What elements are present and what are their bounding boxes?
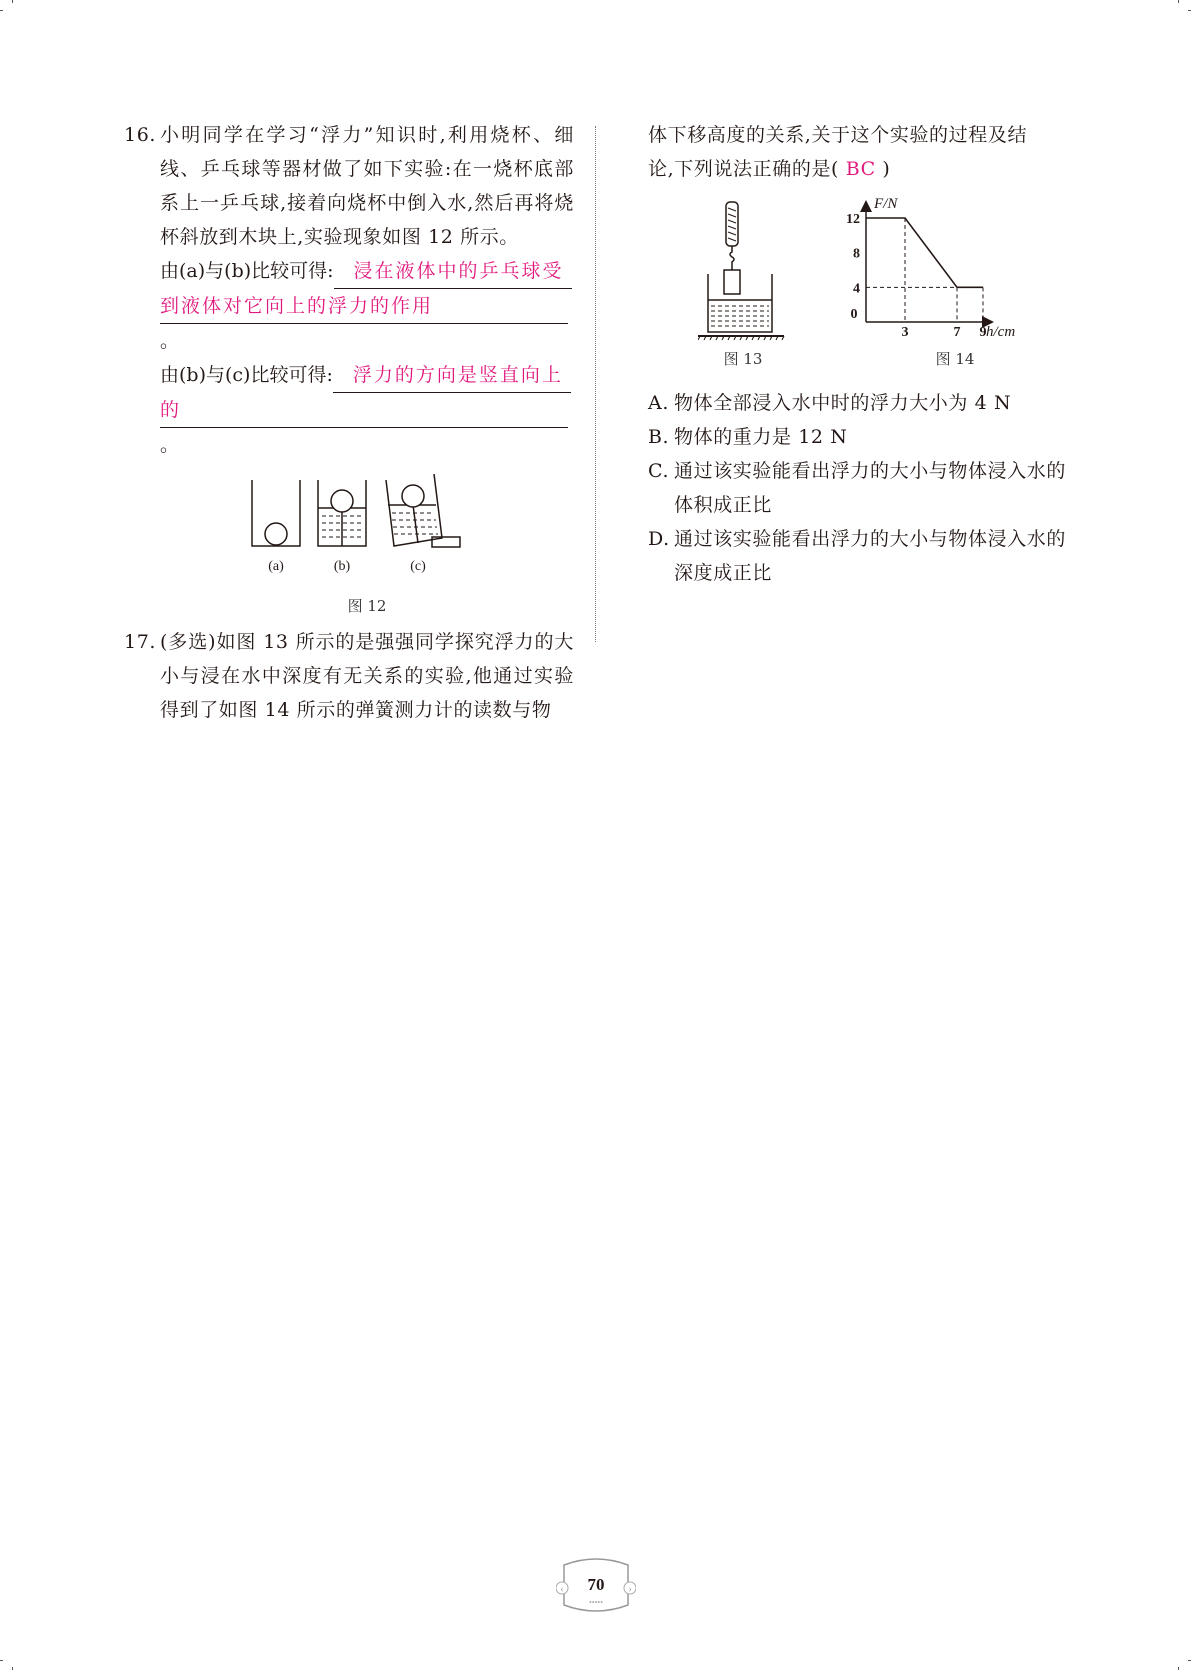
question-number: 17. — [124, 631, 157, 653]
crop-mark — [0, 1660, 3, 1661]
x-tick-label: 0 — [850, 307, 858, 322]
beaker-c — [386, 474, 460, 547]
x-axis-label: h/cm — [986, 324, 1016, 340]
option-a — [648, 386, 1068, 420]
left-column — [124, 118, 574, 727]
beaker-b — [318, 480, 366, 546]
column-divider — [595, 126, 596, 642]
question-text: ) — [882, 158, 891, 180]
figure-14-chart — [838, 190, 1048, 350]
beaker-a — [252, 480, 300, 546]
option-key: D. — [648, 528, 670, 550]
option-c — [648, 454, 1068, 522]
option-key: A. — [648, 392, 669, 414]
option-text: 物体的重力是 12 N — [674, 426, 848, 448]
x-tick-label: 9 — [979, 325, 987, 340]
y-tick-label: 8 — [853, 246, 860, 262]
question-17-cont — [648, 118, 1068, 186]
figure-13-drawing — [698, 198, 788, 348]
figure-12-drawing — [160, 472, 574, 582]
option-key: B. — [648, 426, 670, 448]
question-number: 16. — [124, 124, 157, 146]
x-tick-label: 7 — [953, 325, 961, 340]
answer-line-2 — [124, 358, 574, 393]
option-text: 物体全部浸入水中时的浮力大小为 4 N — [674, 392, 1012, 414]
right-column — [648, 118, 1068, 590]
option-text: 通过该实验能看出浮力的大小与物体浸入水的体积成正比 — [674, 460, 1067, 516]
y-tick-label: 12 — [846, 212, 860, 227]
dots-decoration: ••••• — [588, 1598, 604, 1607]
figure-12-caption: 图 12 — [347, 597, 387, 615]
x-tick-label: 3 — [901, 325, 909, 340]
question-text: (多选)如图 13 所示的是强强同学探究浮力的大小与浸在水中深度有无关系的实验,他通过实验得到了如图 14 所示的弹簧测力计的读数与物 — [160, 631, 574, 721]
blank-prefix: 由(a)与(b)比较可得: — [160, 260, 334, 282]
question-text: 论,下列说法正确的是( — [648, 158, 840, 180]
answer-blank: 到液体对它向上的浮力的作用 — [160, 289, 568, 324]
page-number: 70 — [587, 1575, 605, 1594]
object-block — [724, 270, 740, 294]
answer-choice: BC — [845, 158, 876, 180]
answer-blank: 的 — [160, 393, 568, 428]
figure-14-caption: 图 14 — [935, 350, 975, 368]
answer-line-1 — [124, 254, 574, 289]
figure-12 — [124, 472, 574, 619]
option-d — [648, 522, 1068, 590]
question-stem-end — [648, 152, 1068, 186]
question-16 — [124, 118, 574, 254]
figure-13-caption: 图 13 — [723, 350, 763, 368]
option-text: 通过该实验能看出浮力的大小与物体浸入水的深度成正比 — [674, 528, 1067, 584]
next-icon: › — [628, 1584, 632, 1595]
fig-label-a: (a) — [268, 559, 284, 574]
figures-13-14 — [648, 186, 1068, 386]
question-text: 小明同学在学习“浮力”知识时,利用烧杯、细线、乒乓球等器材做了如下实验:在一烧杯底部系上一乒乓球,接着向烧杯中倒入水,然后再将烧杯斜放到木块上,实验现象如图 12 所示。 — [160, 124, 574, 248]
answer-line-2-cont — [124, 393, 574, 462]
series-line — [866, 218, 983, 287]
fig-label-c: (c) — [410, 559, 426, 574]
page-number-badge — [556, 1555, 636, 1617]
crop-mark — [1178, 0, 1179, 3]
options-list — [648, 386, 1068, 590]
hook — [730, 246, 734, 270]
option-key: C. — [648, 460, 670, 482]
blank-prefix: 由(b)与(c)比较可得: — [160, 364, 333, 386]
prev-icon: ‹ — [560, 1584, 564, 1595]
crop-mark — [0, 10, 3, 11]
fig-label-b: (b) — [333, 559, 351, 574]
question-17 — [124, 625, 574, 727]
answer-blank: 浮力的方向是竖直向上 — [333, 358, 571, 393]
answer-line-1-cont — [124, 289, 574, 358]
option-b — [648, 420, 1068, 454]
y-tick-label: 4 — [853, 281, 860, 297]
period: 。 — [160, 434, 180, 456]
answer-blank: 浸在液体中的乒乓球受 — [334, 254, 572, 289]
crop-mark — [12, 0, 13, 3]
page-badge-frame — [556, 1555, 636, 1617]
y-axis-label: F/N — [874, 196, 898, 212]
question-text: 体下移高度的关系,关于这个实验的过程及结 — [648, 124, 1028, 146]
period: 。 — [160, 330, 180, 352]
